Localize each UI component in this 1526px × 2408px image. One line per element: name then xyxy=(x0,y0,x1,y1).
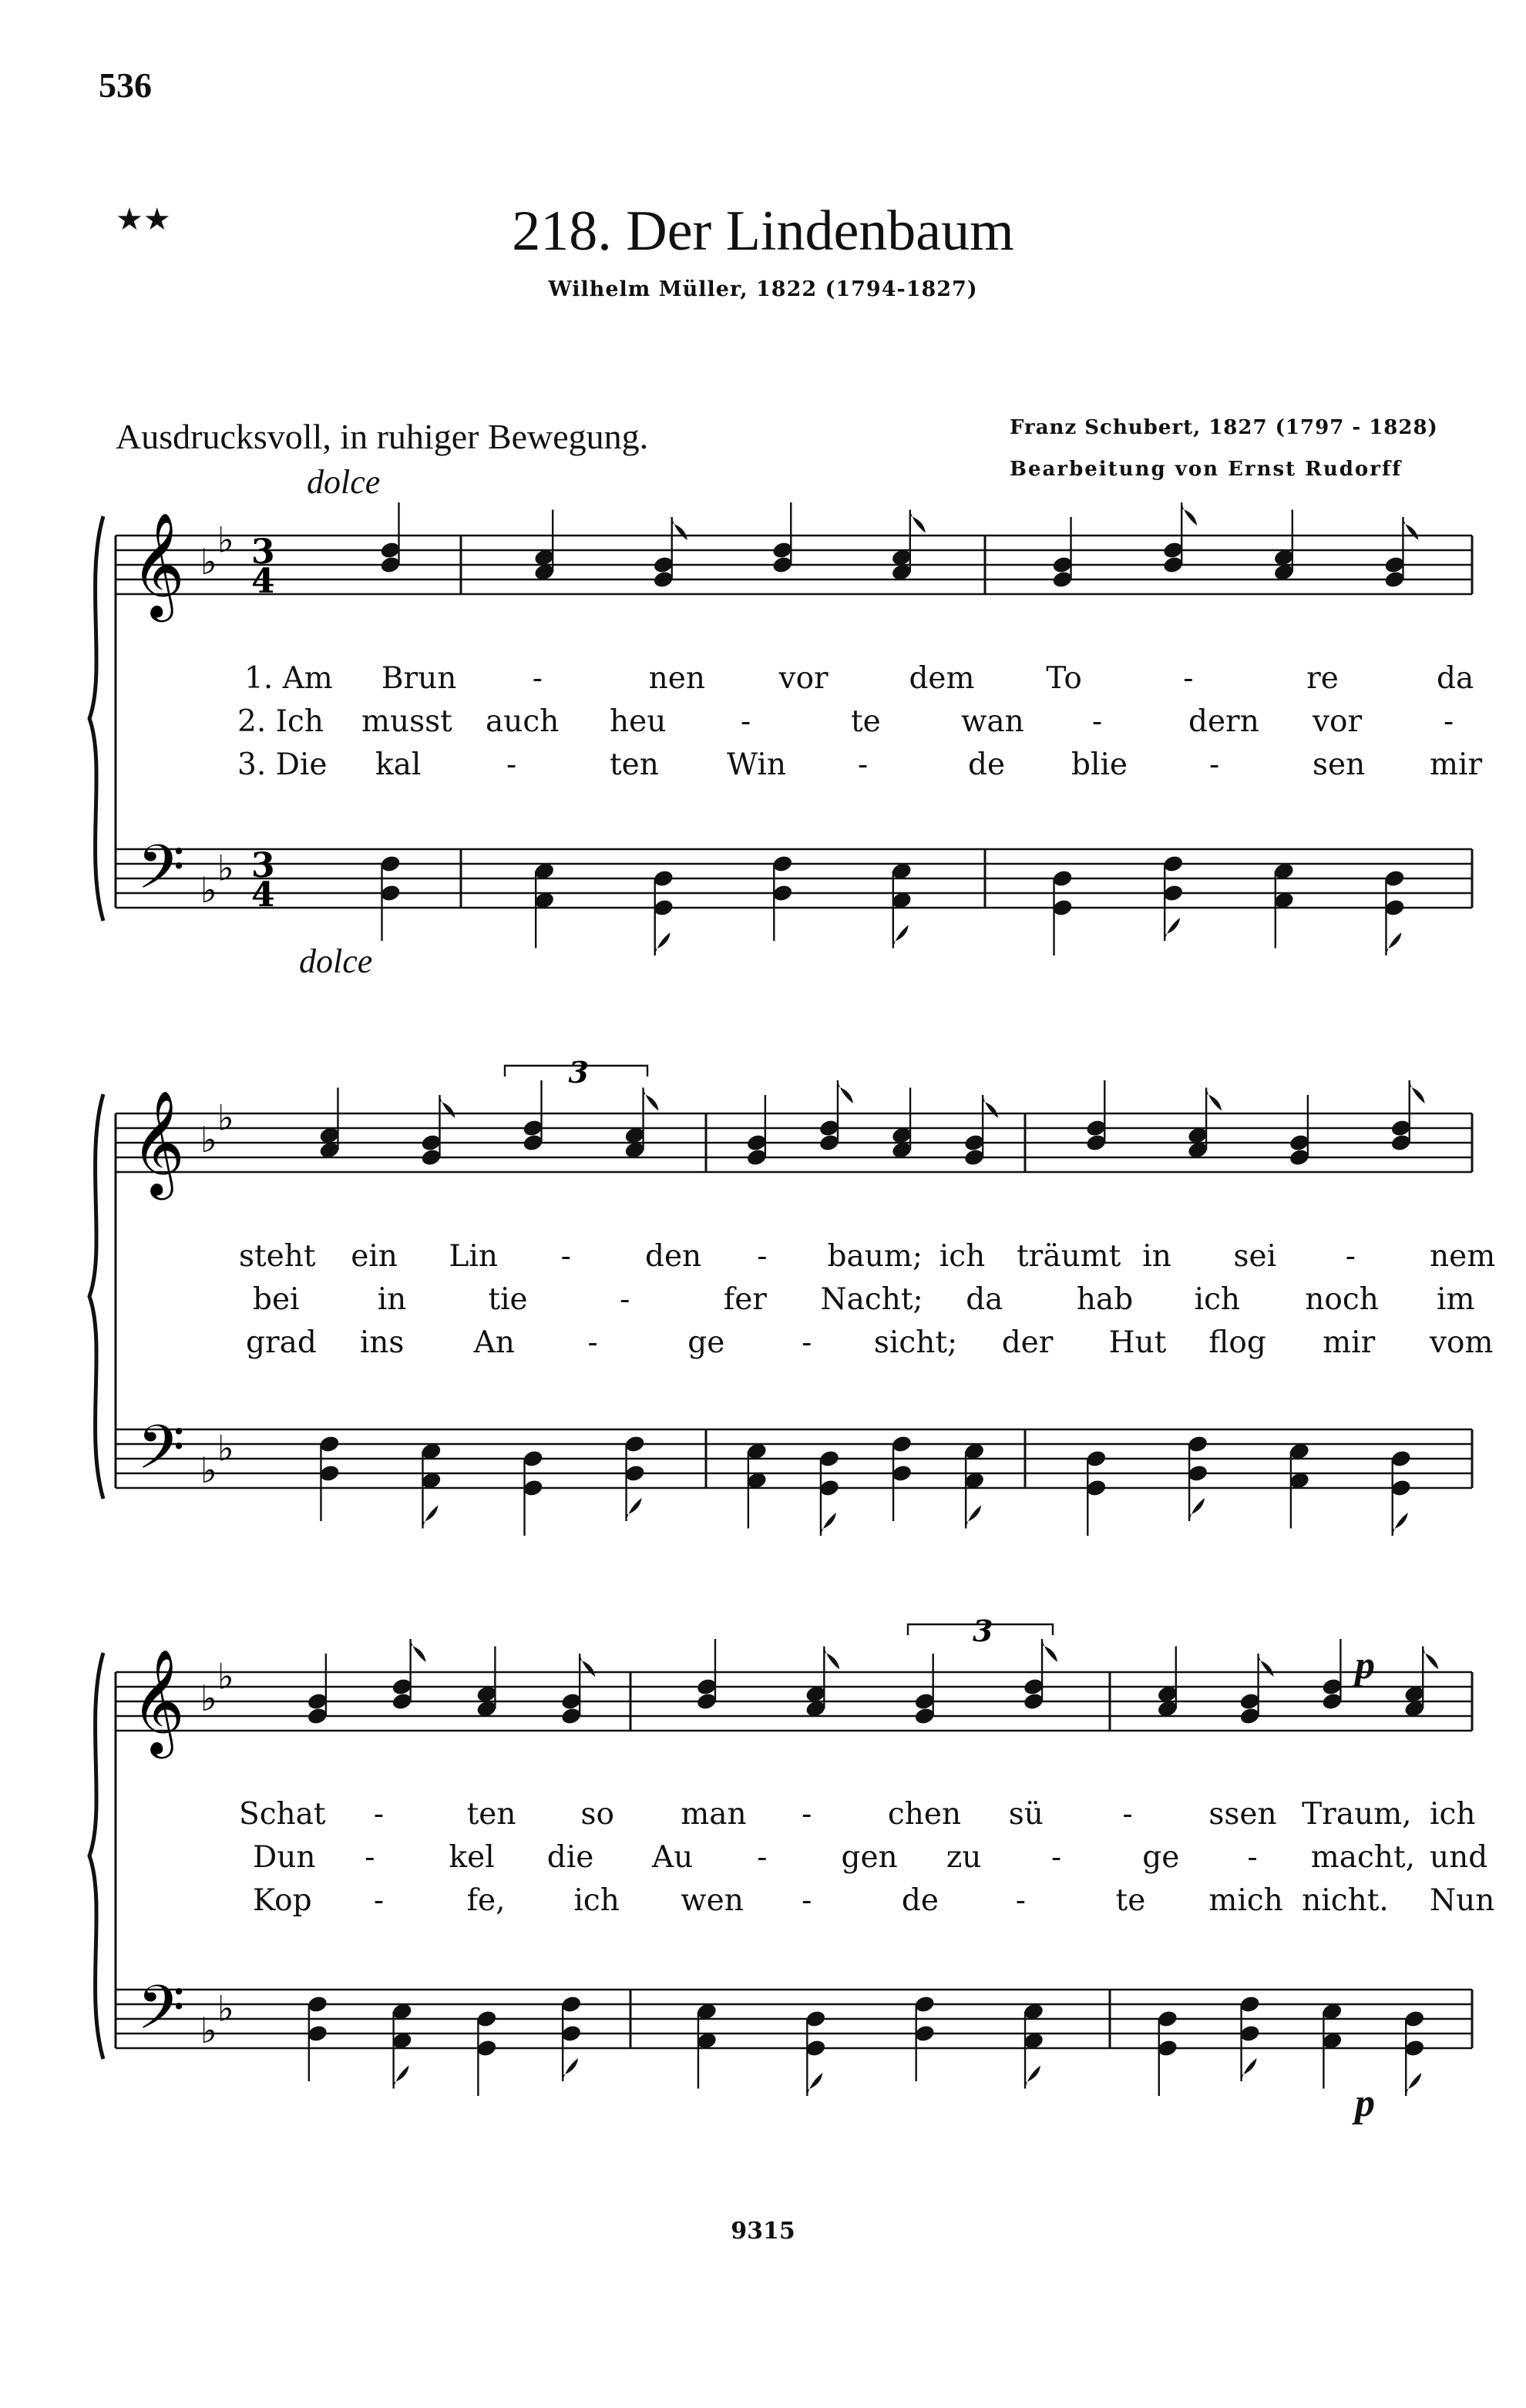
note-flag xyxy=(1386,932,1401,955)
note-flag xyxy=(910,510,926,533)
lyric-word: - xyxy=(1051,1840,1062,1875)
flat-sign-icon: ♭ xyxy=(200,1678,217,1719)
lyric-word: bei xyxy=(253,1282,300,1317)
flat-sign-icon: ♭ xyxy=(217,519,234,561)
dolce-marking-bass: dolce xyxy=(299,942,373,980)
lyric-word: da xyxy=(1437,661,1474,696)
dolce-marking-treble: dolce xyxy=(307,463,381,501)
lyric-word: ich xyxy=(1430,1797,1476,1832)
lyric-word: - xyxy=(373,1797,384,1832)
bass-clef-icon: 𝄢 xyxy=(137,1972,185,2058)
lyric-word: mir xyxy=(1430,747,1483,782)
lyric-word: ins xyxy=(359,1325,405,1360)
lyric-word: ge xyxy=(687,1325,725,1360)
note-flag xyxy=(580,1654,595,1677)
note-flag xyxy=(672,517,687,540)
bass-clef-icon: 𝄢 xyxy=(137,1412,185,1498)
lyric-word: noch xyxy=(1305,1282,1379,1317)
note-flag xyxy=(1403,517,1418,540)
lyric-word: - xyxy=(741,704,751,739)
lyric-word: - xyxy=(802,1883,812,1918)
system-brace xyxy=(89,516,103,921)
lyric-word: baum; xyxy=(827,1239,923,1274)
lyric-word: de xyxy=(901,1883,939,1918)
note-flag xyxy=(1042,1639,1057,1662)
lyric-word: - xyxy=(560,1239,571,1274)
flat-sign-icon: ♭ xyxy=(217,1097,234,1139)
lyric-word: wan xyxy=(961,704,1024,739)
note-flag xyxy=(627,1498,642,1521)
lyric-word: Hut xyxy=(1108,1325,1167,1360)
plate-number: 9315 xyxy=(731,2218,795,2245)
lyric-word: so xyxy=(580,1797,614,1832)
lyric-word: Dun xyxy=(253,1840,316,1875)
lyric-word: ssen xyxy=(1208,1797,1277,1832)
lyric-word: ge xyxy=(1142,1840,1180,1875)
triplet-number: 3 xyxy=(568,1055,589,1090)
system-brace xyxy=(89,1094,103,1499)
lyric-word: fe, xyxy=(466,1883,506,1918)
note-flag xyxy=(422,1506,438,1529)
lyric-word: ten xyxy=(466,1797,516,1832)
flat-sign-icon: ♭ xyxy=(200,1449,217,1491)
lyric-word: ein xyxy=(351,1239,398,1274)
lyric-word: ich xyxy=(1194,1282,1241,1317)
lyric-word: fer xyxy=(723,1282,767,1317)
note-flag xyxy=(807,2073,822,2096)
note-flag xyxy=(1189,1498,1205,1521)
piano-marking-treble: p xyxy=(1355,1644,1375,1688)
lyric-word: 2. Ich xyxy=(237,704,324,739)
flat-sign-icon: ♭ xyxy=(217,1987,234,2030)
lyric-word: da xyxy=(966,1282,1003,1317)
lyric-word: de xyxy=(968,747,1006,782)
lyric-word: chen xyxy=(887,1797,962,1832)
lyric-word: wen xyxy=(681,1883,744,1918)
lyric-word: sei xyxy=(1233,1239,1277,1274)
flat-sign-icon: ♭ xyxy=(200,2010,217,2051)
lyric-word: den xyxy=(645,1239,702,1274)
lyric-word: ich xyxy=(939,1239,986,1274)
lyric-word: - xyxy=(1247,1840,1258,1875)
note-flag xyxy=(1206,1088,1222,1111)
note-flag xyxy=(1242,2058,1257,2081)
lyric-word: in xyxy=(377,1282,407,1317)
song-title: 218. Der Lindenbaum xyxy=(512,200,1014,263)
lyric-word: ich xyxy=(573,1883,620,1918)
time-signature-bottom: 4 xyxy=(251,875,275,915)
time-signature-top: 3 xyxy=(251,532,275,572)
lyric-word: Lin xyxy=(449,1239,498,1274)
lyric-word: - xyxy=(802,1797,812,1832)
flat-sign-icon: ♭ xyxy=(217,847,234,889)
lyric-word: grad xyxy=(246,1325,317,1360)
lyric-word: - xyxy=(1092,704,1103,739)
lyric-word: te xyxy=(1115,1883,1146,1918)
lyric-word: dern xyxy=(1188,704,1259,739)
note-flag xyxy=(655,932,671,955)
composer-credit: Franz Schubert, 1827 (1797 - 1828) xyxy=(1010,416,1438,439)
flat-sign-icon: ♭ xyxy=(217,1427,234,1469)
note-flag xyxy=(983,1095,998,1118)
poet-credit: Wilhelm Müller, 1822 (1794-1827) xyxy=(548,277,978,301)
lyric-word: nem xyxy=(1430,1239,1496,1274)
note-flag xyxy=(1410,1080,1425,1103)
lyric-word: zu xyxy=(946,1840,982,1875)
lyric-word: Win xyxy=(727,747,786,782)
lyric-word: - xyxy=(858,747,869,782)
triplet-number: 3 xyxy=(973,1614,993,1648)
lyric-word: nen xyxy=(648,661,705,696)
lyric-word: - xyxy=(1444,704,1454,739)
arranger-credit: Bearbeitung von Ernst Rudorff xyxy=(1010,458,1403,481)
lyric-word: flog xyxy=(1208,1325,1266,1360)
lyric-word: - xyxy=(1209,747,1220,782)
flat-sign-icon: ♭ xyxy=(200,1119,217,1160)
lyric-word: - xyxy=(506,747,517,782)
lyric-word: - xyxy=(532,661,543,696)
note-flag xyxy=(1423,1647,1438,1670)
lyric-word: vor xyxy=(778,661,829,696)
lyric-word: - xyxy=(587,1325,598,1360)
treble-clef-icon: 𝄞 xyxy=(131,1089,185,1195)
note-flag xyxy=(1181,502,1197,526)
time-signature-bottom: 4 xyxy=(251,562,275,601)
lyric-word: - xyxy=(757,1239,768,1274)
lyric-word: mich xyxy=(1208,1883,1283,1918)
lyric-word: im xyxy=(1437,1282,1475,1317)
lyric-word: musst xyxy=(361,704,452,739)
lyric-word: - xyxy=(1345,1239,1356,1274)
note-flag xyxy=(563,2058,578,2081)
flat-sign-icon: ♭ xyxy=(217,1655,234,1698)
time-signature-top: 3 xyxy=(251,846,275,885)
note-flag xyxy=(1393,1513,1408,1536)
lyric-word: - xyxy=(802,1325,812,1360)
lyric-word: - xyxy=(1015,1883,1026,1918)
lyric-word: nicht. xyxy=(1302,1883,1389,1918)
lyric-word: Kop xyxy=(253,1883,312,1918)
lyric-word: Nacht; xyxy=(820,1282,923,1317)
note-flag xyxy=(394,2066,409,2089)
note-flag xyxy=(1406,2073,1421,2096)
flat-sign-icon: ♭ xyxy=(200,541,217,583)
lyric-word: kal xyxy=(375,747,422,782)
difficulty-marker: ★★ xyxy=(116,202,171,237)
lyric-word: sicht; xyxy=(873,1325,958,1360)
lyric-word: der xyxy=(1001,1325,1054,1360)
piano-marking-bass: p xyxy=(1355,2081,1375,2125)
system-brace xyxy=(89,1653,103,2059)
lyric-word: - xyxy=(373,1883,384,1918)
lyric-word: Schat xyxy=(239,1797,326,1832)
note-flag xyxy=(644,1088,659,1111)
lyric-word: 3. Die xyxy=(237,747,328,782)
lyric-word: To xyxy=(1046,661,1082,696)
treble-clef-icon: 𝄞 xyxy=(131,511,185,617)
note-flag xyxy=(821,1513,836,1536)
treble-clef-icon: 𝄞 xyxy=(131,1647,185,1754)
lyric-word: vor xyxy=(1313,704,1363,739)
tempo-marking: Ausdrucksvoll, in ruhiger Bewegung. xyxy=(116,417,649,456)
lyric-word: träumt xyxy=(1017,1239,1121,1274)
lyric-word: in xyxy=(1142,1239,1171,1274)
note-flag xyxy=(1165,918,1180,941)
bass-clef-icon: 𝄢 xyxy=(137,831,185,918)
page-number: 536 xyxy=(99,65,152,105)
lyric-word: - xyxy=(1122,1797,1133,1832)
lyric-word: Au xyxy=(652,1840,694,1875)
lyric-word: te xyxy=(851,704,881,739)
lyric-word: Traum, xyxy=(1302,1797,1412,1832)
flat-sign-icon: ♭ xyxy=(200,869,217,911)
lyric-word: vom xyxy=(1430,1325,1494,1360)
lyric-word: ten xyxy=(610,747,659,782)
lyric-word: dem xyxy=(909,661,975,696)
note-flag xyxy=(439,1095,455,1118)
lyric-word: macht, xyxy=(1310,1840,1416,1875)
lyric-word: - xyxy=(757,1840,768,1875)
lyric-word: mir xyxy=(1323,1325,1376,1360)
lyric-word: hab xyxy=(1076,1282,1134,1317)
lyric-word: - xyxy=(620,1282,630,1317)
note-flag xyxy=(893,925,909,949)
lyric-word: die xyxy=(546,1840,594,1875)
lyric-word: Nun xyxy=(1430,1883,1495,1918)
note-flag xyxy=(838,1080,853,1103)
note-flag xyxy=(1259,1654,1274,1677)
lyric-word: man xyxy=(681,1797,747,1832)
lyric-word: gen xyxy=(841,1840,898,1875)
lyric-word: auch xyxy=(486,704,560,739)
lyric-word: tie xyxy=(488,1282,528,1317)
lyric-word: heu xyxy=(610,704,667,739)
lyric-word: sü xyxy=(1008,1797,1044,1832)
note-flag xyxy=(1025,2066,1040,2089)
lyric-word: - xyxy=(1183,661,1194,696)
note-flag xyxy=(411,1639,426,1662)
lyric-word: Brun xyxy=(381,661,457,696)
lyric-word: steht xyxy=(239,1239,316,1274)
lyric-word: und xyxy=(1430,1840,1488,1875)
lyric-word: kel xyxy=(449,1840,495,1875)
note-flag xyxy=(824,1647,839,1670)
note-flag xyxy=(966,1506,981,1529)
lyric-word: An xyxy=(473,1325,515,1360)
lyric-word: blie xyxy=(1071,747,1128,782)
lyric-word: sen xyxy=(1313,747,1366,782)
lyric-word: 1. Am xyxy=(244,661,333,696)
lyric-word: - xyxy=(365,1840,375,1875)
lyric-word: re xyxy=(1306,661,1339,696)
